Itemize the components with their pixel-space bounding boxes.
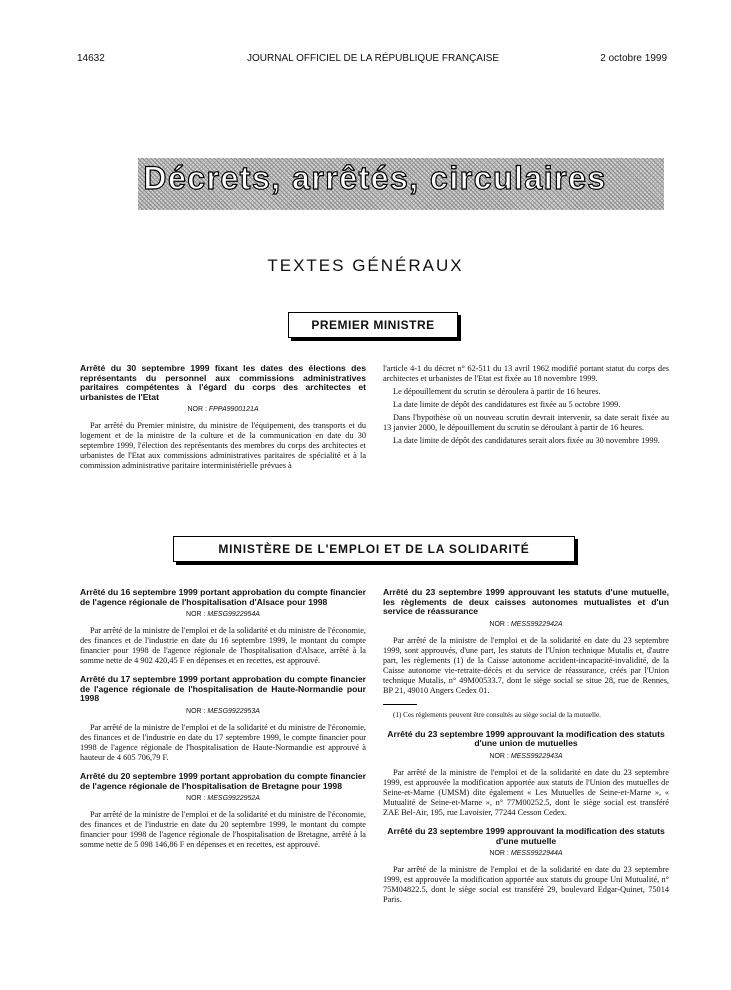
article-body: La date limite de dépôt des candidatures serait alors fixée au 30 novembre 1999. xyxy=(393,436,660,445)
article-title: Arrêté du 20 septembre 1999 portant approbation du compte financier de l'agence régionale de l'hospitalisation de Bretagne pour 1998 xyxy=(80,770,366,791)
article-column-right-1 xyxy=(383,364,669,449)
article-body: Par arrêté de la ministre de l'emploi et de la solidarité en date du 23 septembre 1999, est approuvée la modification apportée aux statuts de l'Union des mutuelles de Seine-et-Marne (UMSM) dite également « Les Mutuelles de Seine-et-Marne », « Mutualité de Seine-et-Marne », n° 77M00252.5, dont le siège social est transféré ZAE Bel-Air, 195, rue Lavoisier, 77244 Cesson Cedex. xyxy=(383,767,669,817)
issue-date: 2 octobre 1999 xyxy=(600,53,667,64)
article-body: Par arrêté de la ministre de l'emploi et de la solidarité et du ministre de l'économie, des finances et de l'industrie en date du 16 septembre 1999, le montant du compte financier pour 1998 de l'agence régionale de l'hospitalisation d'Alsace, arrêté à la somme nette de 4 902 420,45 F en dépenses et en recettes, est approuvé. xyxy=(80,626,366,666)
article-body: Par arrêté de la ministre de l'emploi et de la solidarité en date du 23 septembre 1999, est approuvée la modification apportée aux statuts du groupe Uni Mutualité, n° 75M04822.5, dont le siège social est transféré 29, boulevard Edgar-Quinet, 75014 Paris. xyxy=(383,865,669,905)
nor-reference: NOR : MESG9922953A xyxy=(186,707,260,715)
ministry-heading-premier-ministre: PREMIER MINISTRE xyxy=(288,312,458,338)
page-number: 14632 xyxy=(77,53,105,64)
page-header xyxy=(77,53,667,67)
article-title: Arrêté du 30 septembre 1999 fixant les dates des élections des représentants du personnel aux commissions administratives paritaires compétentes à l'égard du corps des architectes et urbanistes de l'Etat xyxy=(80,363,366,402)
article-body: Dans l'hypothèse où un nouveau scrutin devrait intervenir, sa date serait fixée au 13 janvier 2000, le dépouillement du scrutin se déroulant à partir de 16 heures. xyxy=(383,413,669,432)
article-body: Le dépouillement du scrutin se déroulera à partir de 16 heures. xyxy=(393,387,601,396)
nor-reference: NOR : MESS9922944A xyxy=(489,850,563,858)
nor-reference: NOR : MESS9922942A xyxy=(489,620,563,628)
journal-title: JOURNAL OFFICIEL DE LA RÉPUBLIQUE FRANÇAISE xyxy=(247,53,500,64)
article-title: Arrêté du 23 septembre 1999 approuvant la modification des statuts d'une union de mutuelles xyxy=(387,728,665,749)
nor-reference: NOR : MESG9922954A xyxy=(186,611,260,619)
nor-reference: NOR : FPPA9900121A xyxy=(187,406,259,414)
footnote-rule xyxy=(383,704,417,705)
article-column-right-2 xyxy=(383,588,669,908)
article-title: Arrêté du 23 septembre 1999 approuvant la modification des statuts d'une mutuelle xyxy=(387,825,665,846)
article-title: Arrêté du 17 septembre 1999 portant approbation du compte financier de l'agence régionale de l'hospitalisation de Haute-Normandie pour 1998 xyxy=(80,674,366,704)
article-column-left-1 xyxy=(80,364,366,474)
article-body-continued: l'article 4-1 du décret n° 62-511 du 13 avril 1962 modifié portant statut du corps des architectes et urbanistes de l'Etat est fixée au 18 novembre 1999. xyxy=(383,364,669,383)
nor-reference: NOR : MESG9922952A xyxy=(186,795,260,803)
ministry-heading-emploi-solidarite: MINISTÈRE DE L'EMPLOI ET DE LA SOLIDARITÉ xyxy=(173,536,575,562)
article-body: Par arrêté de la ministre de l'emploi et de la solidarité en date du 23 septembre 1999, sont approuvés, d'une part, les statuts de l'Union technique Mutalis et, d'autre part, les règlements (1) de la Caisse autonome accident-incapacité-invalidité, de la Caisse autonome vie-retraite-décès et du service de réassurance, créés par l'Union technique Mutalis, n° 49M00533.7, dont le siège social se situe 28, rue de Rennes, BP 21, 49010 Angers Cedex 01. xyxy=(383,635,669,695)
article-title: Arrêté du 16 septembre 1999 portant approbation du compte financier de l'agence régionale de l'hospitalisation d'Alsace pour 1998 xyxy=(80,587,366,607)
banner-title: Décrets, arrêtés, circulaires xyxy=(143,160,607,196)
article-body: Par arrêté du Premier ministre, du ministre de l'équipement, des transports et du logement et de la ministre de la culture et de la communication en date du 30 septembre 1999, l'élection des représentants des membres du corps des architectes et urbanistes de l'Etat aux commissions administratives paritaires de spécialité et à la commission administrative paritaire interministérielle prévues à xyxy=(80,421,366,471)
footnote: (1) Ces règlements peuvent être consultés au siège social de la mutuelle. xyxy=(393,710,601,719)
nor-reference: NOR : MESS9922943A xyxy=(489,752,563,760)
article-body: Par arrêté de la ministre de l'emploi et de la solidarité et du ministre de l'économie, des finances et de l'industrie en date du 20 septembre 1999, le montant du compte financier pour 1998 de l'agence régionale de l'hospitalisation de Bretagne, arrêté à la somme nette de 5 098 146,86 F en dépenses et en recettes, est approuvé. xyxy=(80,810,366,850)
article-column-left-2 xyxy=(80,588,366,853)
article-title: Arrêté du 23 septembre 1999 approuvant les statuts d'une mutuelle, les règlements de deux caisses autonomes mutualistes et d'un service de réassurance xyxy=(383,587,669,617)
article-body: La date limite de dépôt des candidatures est fixée au 5 octobre 1999. xyxy=(393,400,621,409)
article-body: Par arrêté de la ministre de l'emploi et de la solidarité et du ministre de l'économie, des finances et de l'industrie en date du 17 septembre 1999, le compte financier pour 1998 de l'agence régionale de l'hospitalisation de Haute-Normandie est approuvé à hauteur de 4 605 706,79 F. xyxy=(80,722,366,762)
section-title: TEXTES GÉNÉRAUX xyxy=(267,256,464,275)
